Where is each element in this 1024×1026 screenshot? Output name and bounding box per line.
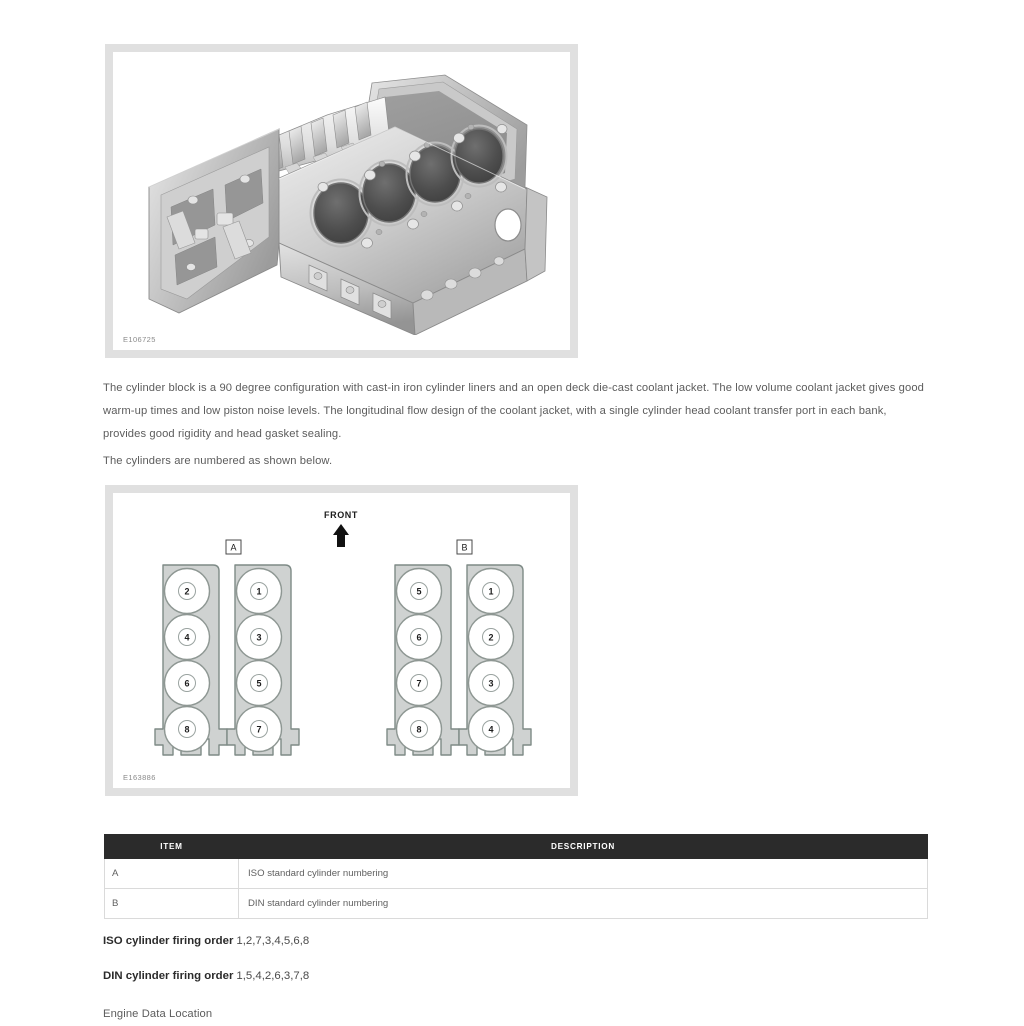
cylinder-bore-6 [165,661,210,706]
table-header-row [105,835,928,859]
cylinder-bore-4 [469,707,514,752]
figure-engine-block-canvas [113,52,570,350]
cylinder-number-label: 8 [416,724,422,735]
table-cell-item: B [105,889,239,919]
cylinder-number-label: 7 [256,724,262,735]
svg-text:A: A [230,542,237,553]
cylinder-number-label: 8 [184,724,190,735]
table-cell-item: A [105,859,239,889]
figure-cylinder-numbering [105,485,578,796]
firing-order-iso-value: 1,2,7,3,4,5,6,8 [236,935,310,947]
cylinder-number-label: 4 [488,724,494,735]
figure-cylinder-numbering-canvas [113,493,570,788]
table-header-item: ITEM [105,835,239,859]
table-cell-description: ISO standard cylinder numbering [239,859,928,889]
cylinder-number-label: 3 [256,632,262,643]
cylinder-bore-7 [237,707,282,752]
bank-label-a [226,540,241,554]
cylinder-bore-4 [165,615,210,660]
cylinder-bore-8 [165,707,210,752]
cylinder-bore-8 [397,707,442,752]
cylinder-number-label: 4 [184,632,190,643]
cylinder-number-label: 1 [488,586,494,597]
cylinder-bore-7 [397,661,442,706]
cylinder-bore-6 [397,615,442,660]
front-label: FRONT [324,510,358,520]
cylinder-number-label: 2 [488,632,494,643]
cylinder-bore-5 [237,661,282,706]
figure-code-cylinder-numbering: E163886 [123,773,156,782]
cylinder-number-label: 5 [256,678,262,689]
heading-engine-data-location: Engine Data Location [103,1008,213,1020]
engine-block-illustration [127,67,557,335]
cylinder-bore-3 [469,661,514,706]
firing-order-iso-label: ISO cylinder firing order [103,935,234,947]
cylinder-numbering-diagram [113,493,570,788]
cylinder-number-label: 6 [416,632,422,643]
svg-text:B: B [461,542,468,553]
table-row [105,859,928,889]
cylinder-bore-1 [469,569,514,614]
firing-order-din-label: DIN cylinder firing order [103,970,234,982]
paragraph-cylinder-block-description: The cylinder block is a 90 degree configuration with cast-in iron cylinder liners and an open deck die-cast coolant jacket. The low volume coolant jacket gives good warm-up times and low piston noise levels. The longitudinal flow design of the coolant jacket, with a single cylinder head coolant transfer port in each bank, provides good rigidity and head gasket sealing. [103,382,924,440]
cylinder-number-label: 2 [184,586,190,597]
table-header-description: DESCRIPTION [239,835,928,859]
cylinder-bore-2 [469,615,514,660]
cylinder-bore-5 [397,569,442,614]
table-row [105,889,928,919]
bank-label-b [457,540,472,554]
cylinder-bore-1 [237,569,282,614]
firing-order-din [103,970,309,982]
cylinder-number-label: 6 [184,678,190,689]
cylinder-number-label: 5 [416,586,422,597]
cylinder-bore-2 [165,569,210,614]
firing-order-iso [103,935,309,947]
paragraph-cylinder-numbering-note: The cylinders are numbered as shown below. [103,455,333,467]
table-body [105,859,928,919]
cylinder-number-label: 3 [488,678,494,689]
table-cell-description: DIN standard cylinder numbering [239,889,928,919]
figure-engine-block [105,44,578,358]
firing-order-din-value: 1,5,4,2,6,3,7,8 [236,970,310,982]
cylinder-number-label: 1 [256,586,262,597]
figure-code-engine-block: E106725 [123,335,156,344]
cylinder-bore-3 [237,615,282,660]
cylinder-number-label: 7 [416,678,422,689]
front-direction-arrow [333,524,349,547]
item-description-table [104,834,928,919]
